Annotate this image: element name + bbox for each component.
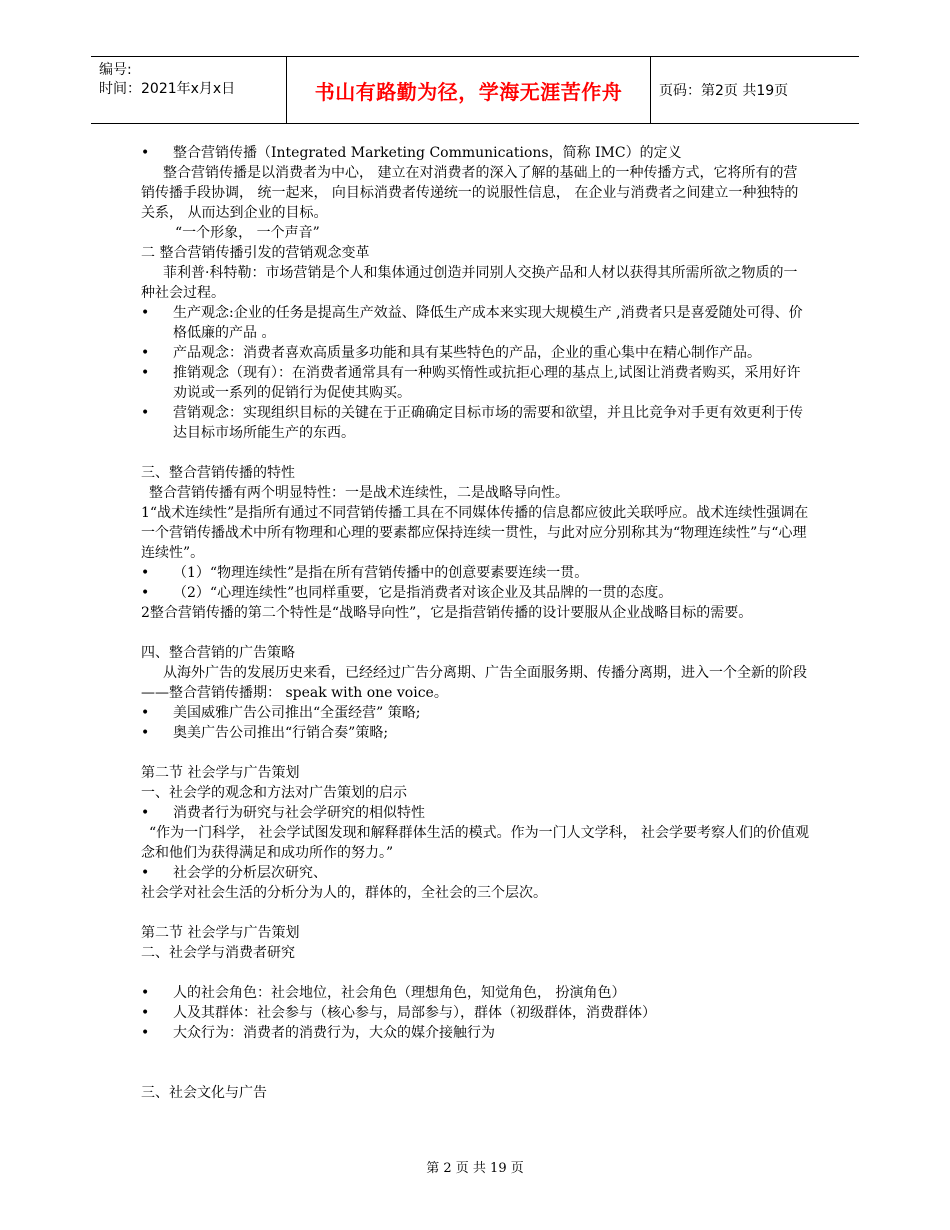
bullet-item: • 奥美广告公司推出“行销合奏”策略; <box>141 723 811 743</box>
section-heading: 第二节 社会学与广告策划 <box>141 925 300 941</box>
bullet-item: • 整合营销传播（Integrated Marketing Communications，简称 IMC）的定义 <box>141 143 811 163</box>
paragraph: 2整合营销传播的第二个特性是“战略导向性”，它是指营销传播的设计要服从企业战略目标的需要。 <box>141 605 753 621</box>
header-motto: 书山有路勤为径，学海无涯苦作舟 <box>286 57 651 123</box>
bullet-item: • 社会学的分析层次研究、 <box>141 863 811 883</box>
bullet-item: • 美国威雅广告公司推出“全蛋经营” 策略; <box>141 703 811 723</box>
spacer <box>141 623 811 643</box>
header-meta <box>91 57 286 123</box>
bullet-item: • 人的社会角色：社会地位，社会角色（理想角色，知觉角色， 扮演角色） <box>141 983 811 1003</box>
document-body <box>141 143 811 1103</box>
paragraph: 菲利普·科特勒：市场营销是个人和集体通过创造并同别人交换产品和人材以获得其所需所欲之物质的一种社会过程。 <box>141 265 798 301</box>
bullet-item: • （1）“物理连续性”是指在所有营销传播中的创意要素要连续一贯。 <box>141 563 811 583</box>
spacer <box>141 1063 811 1083</box>
paragraph: 整合营销传播是以消费者为中心， 建立在对消费者的深入了解的基础上的一种传播方式，它将所有的营销传播手段协调， 统一起来， 向目标消费者传递统一的说服性信息， 在企业与消费者之间建立一种独特的关系， 从而达到企业的目标。 <box>141 165 799 221</box>
paragraph: 从海外广告的发展历史来看，已经经过广告分离期、广告全面服务期、传播分离期，进入一个全新的阶段——整合营销传播期： speak with one voice。 <box>141 665 807 701</box>
time-label: 时间：2021年x月x日 <box>99 81 236 97</box>
spacer <box>141 443 811 463</box>
header-page-info: 页码：第2页 共19页 <box>659 83 789 99</box>
spacer <box>141 963 811 983</box>
bullet-item: • 营销观念：实现组织目标的关键在于正确确定目标市场的需要和欲望，并且比竞争对手更有效更利于传达目标市场所能生产的东西。 <box>141 403 811 443</box>
section-heading: 四、整合营销的广告策略 <box>141 645 295 661</box>
spacer <box>141 903 811 923</box>
bullet-item: • 推销观念（现有）：在消费者通常具有一种购买惰性或抗拒心理的基点上,试图让消费者购买，采用好许劝说或一系列的促销行为促使其购买。 <box>141 363 811 403</box>
section-heading: 三、社会文化与广告 <box>141 1085 267 1101</box>
section-heading: 二 整合营销传播引发的营销观念变革 <box>141 245 370 261</box>
spacer <box>141 1043 811 1063</box>
bullet-item: • 大众行为：消费者的消费行为，大众的媒介接触行为 <box>141 1023 811 1043</box>
paragraph: 整合营销传播有两个明显特性：一是战术连续性，二是战略导向性。 <box>149 485 569 501</box>
section-heading: 一、社会学的观念和方法对广告策划的启示 <box>141 785 407 801</box>
section-heading: 三、整合营销传播的特性 <box>141 465 295 481</box>
bullet-item: • 消费者行为研究与社会学研究的相似特性 <box>141 803 811 823</box>
paragraph: 社会学对社会生活的分析分为人的，群体的，全社会的三个层次。 <box>141 885 547 901</box>
page-footer: 第 2 页 共 19 页 <box>426 1161 524 1176</box>
page-header <box>91 56 859 124</box>
bullet-item: • 生产观念:企业的任务是提高生产效益、降低生产成本来实现大规模生产 ,消费者只是喜爱随处可得、价格低廉的产品 。 <box>141 303 811 343</box>
paragraph: 1“战术连续性”是指所有通过不同营销传播工具在不同媒体传播的信息都应彼此关联呼应。战术连续性强调在一个营销传播战术中所有物理和心理的要素都应保持连续一贯性，与此对应分别称其为“物理连续性”与“心理连续性”。 <box>141 505 809 561</box>
section-heading: 二、社会学与消费者研究 <box>141 945 295 961</box>
bullet-item: • 产品观念：消费者喜欢高质量多功能和具有某些特色的产品，企业的重心集中在精心制作产品。 <box>141 343 811 363</box>
serial-label: 编号: <box>99 62 132 78</box>
spacer <box>141 743 811 763</box>
section-heading: 第二节 社会学与广告策划 <box>141 765 300 781</box>
paragraph: “作为一门科学， 社会学试图发现和解释群体生活的模式。作为一门人文学科， 社会学要考察人们的价值观念和他们为获得满足和成功所作的努力。” <box>141 825 810 861</box>
bullet-item: • （2）“心理连续性”也同样重要，它是指消费者对该企业及其品牌的一贯的态度。 <box>141 583 811 603</box>
paragraph: “一个形象， 一个声音” <box>175 225 320 241</box>
bullet-item: • 人及其群体：社会参与（核心参与，局部参与），群体（初级群体，消费群体） <box>141 1003 811 1023</box>
